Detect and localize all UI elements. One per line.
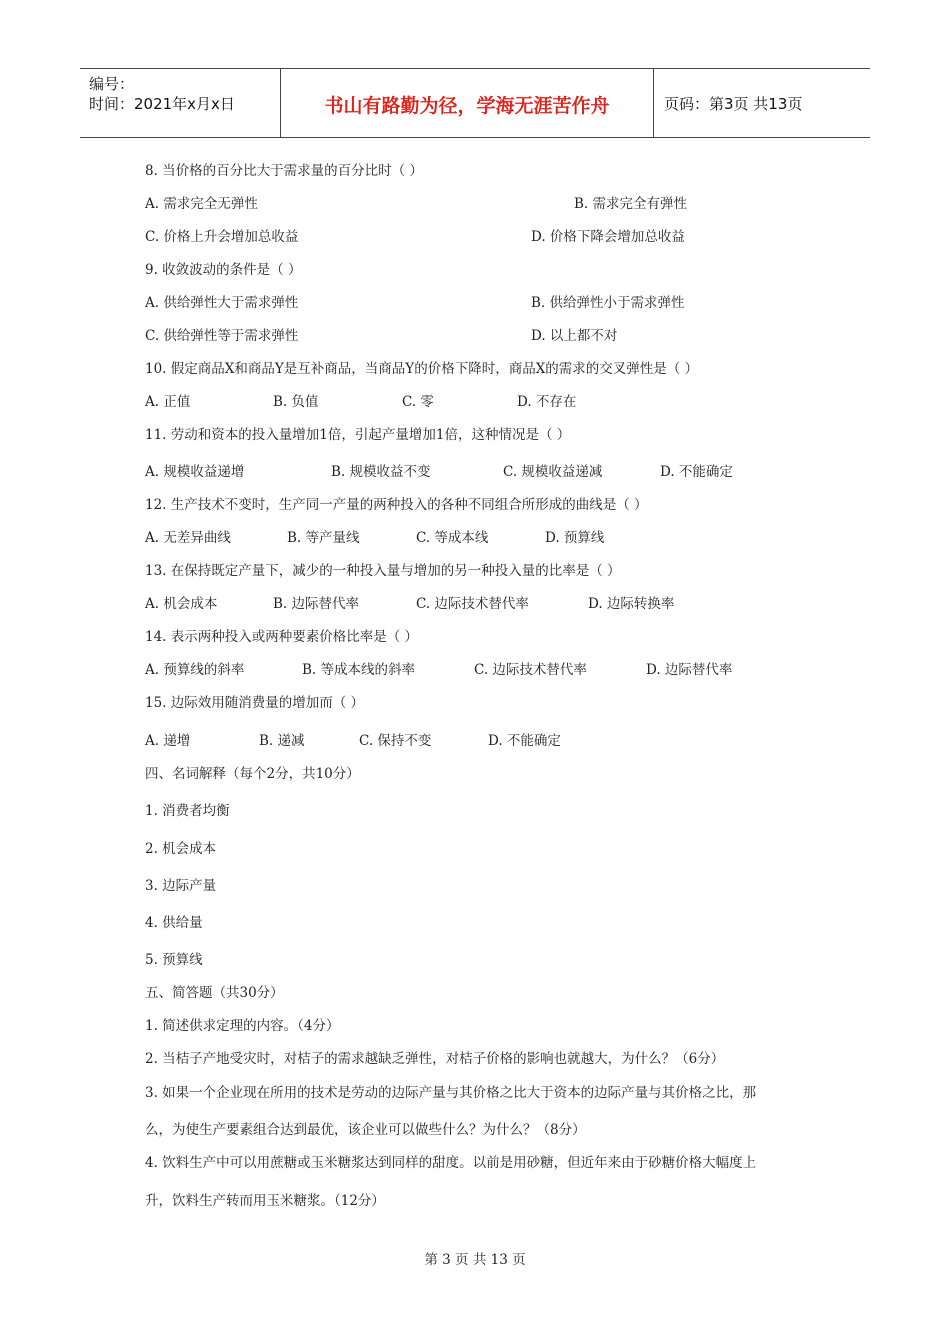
question-10-option-c: C. 零 — [402, 394, 434, 410]
question-12-option-d: D. 预算线 — [545, 530, 605, 546]
question-8-stem: 8. 当价格的百分比大于需求量的百分比时（ ） — [145, 163, 423, 179]
question-14-option-c: C. 边际技术替代率 — [474, 662, 587, 678]
question-14-stem: 14. 表示两种投入或两种要素价格比率是（ ） — [145, 629, 419, 645]
question-9-option-b: B. 供给弹性小于需求弹性 — [531, 295, 685, 311]
question-13-option-b: B. 边际替代率 — [273, 596, 360, 612]
question-9-stem: 9. 收敛波动的条件是（ ） — [145, 262, 302, 278]
question-10-option-a: A. 正值 — [145, 394, 191, 410]
question-10-option-d: D. 不存在 — [517, 394, 577, 410]
question-10-option-b: B. 负值 — [273, 394, 319, 410]
header-meta-cell — [80, 69, 281, 137]
short-question-3-line-2: 么，为使生产要素组合达到最优，该企业可以做些什么？为什么？（8分） — [145, 1122, 586, 1138]
term-item: 1. 消费者均衡 — [145, 803, 230, 819]
date-line: 时间：2021年x月x日 — [89, 95, 235, 113]
question-8-option-d: D. 价格下降会增加总收益 — [531, 229, 685, 245]
question-8-option-b: B. 需求完全有弹性 — [574, 196, 688, 212]
short-question-4-line-1: 4. 饮料生产中可以用蔗糖或玉米糖浆达到同样的甜度。以前是用砂糖，但近年来由于砂糖价格大幅度上 — [145, 1155, 757, 1171]
question-15-option-a: A. 递增 — [145, 733, 191, 749]
question-10-stem: 10. 假定商品X和商品Y是互补商品，当商品Y的价格下降时，商品X的需求的交叉弹性是（ ） — [145, 361, 699, 377]
term-item: 4. 供给量 — [145, 915, 203, 931]
question-14-option-a: A. 预算线的斜率 — [145, 662, 245, 678]
header-motto-cell — [281, 69, 654, 137]
question-15-option-c: C. 保持不变 — [359, 733, 432, 749]
page-info: 页码：第3页 共13页 — [664, 95, 803, 113]
header-page-cell — [654, 69, 870, 137]
short-question-4-line-2: 升，饮料生产转而用玉米糖浆。（12分） — [145, 1193, 385, 1209]
question-11-option-b: B. 规模收益不变 — [331, 464, 431, 480]
question-14-option-d: D. 边际替代率 — [646, 662, 733, 678]
question-11-option-c: C. 规模收益递减 — [503, 464, 603, 480]
motto: 书山有路勤为径，学海无涯苦作舟 — [324, 95, 610, 117]
section-5-title: 五、简答题（共30分） — [145, 985, 284, 1001]
question-11-option-d: D. 不能确定 — [660, 464, 733, 480]
question-15-option-d: D. 不能确定 — [488, 733, 561, 749]
question-13-stem: 13. 在保持既定产量下，减少的一种投入量与增加的另一种投入量的比率是（ ） — [145, 563, 621, 579]
question-12-stem: 12. 生产技术不变时，生产同一产量的两种投入的各种不同组合所形成的曲线是（ ） — [145, 497, 648, 513]
question-9-option-a: A. 供给弹性大于需求弹性 — [145, 295, 299, 311]
question-15-option-b: B. 递减 — [259, 733, 305, 749]
question-13-option-d: D. 边际转换率 — [588, 596, 675, 612]
short-question-1: 1. 简述供求定理的内容。（4分） — [145, 1018, 340, 1034]
question-8-option-a: A. 需求完全无弹性 — [145, 196, 258, 212]
question-8-option-c: C. 价格上升会增加总收益 — [145, 229, 299, 245]
term-item: 2. 机会成本 — [145, 841, 217, 857]
question-15-stem: 15. 边际效用随消费量的增加而（ ） — [145, 695, 365, 711]
page-footer: 第 3 页 共 13 页 — [424, 1252, 526, 1268]
term-item: 3. 边际产量 — [145, 878, 217, 894]
question-9-option-d: D. 以上都不对 — [531, 328, 618, 344]
question-11-option-a: A. 规模收益递增 — [145, 464, 245, 480]
question-11-stem: 11. 劳动和资本的投入量增加1倍，引起产量增加1倍，这种情况是（ ） — [145, 427, 571, 443]
question-12-option-a: A. 无差异曲线 — [145, 530, 231, 546]
question-12-option-c: C. 等成本线 — [416, 530, 489, 546]
number-label: 编号： — [89, 75, 135, 93]
short-question-2: 2. 当桔子产地受灾时，对桔子的需求越缺乏弹性，对桔子价格的影响也就越大，为什么？（6分） — [145, 1051, 725, 1067]
term-item: 5. 预算线 — [145, 952, 203, 968]
question-14-option-b: B. 等成本线的斜率 — [302, 662, 416, 678]
question-13-option-a: A. 机会成本 — [145, 596, 218, 612]
question-13-option-c: C. 边际技术替代率 — [416, 596, 529, 612]
question-12-option-b: B. 等产量线 — [287, 530, 360, 546]
page-header — [80, 68, 870, 138]
question-9-option-c: C. 供给弹性等于需求弹性 — [145, 328, 299, 344]
short-question-3-line-1: 3. 如果一个企业现在所用的技术是劳动的边际产量与其价格之比大于资本的边际产量与其价格之比，那 — [145, 1085, 757, 1101]
section-4-title: 四、名词解释（每个2分，共10分） — [145, 766, 360, 782]
